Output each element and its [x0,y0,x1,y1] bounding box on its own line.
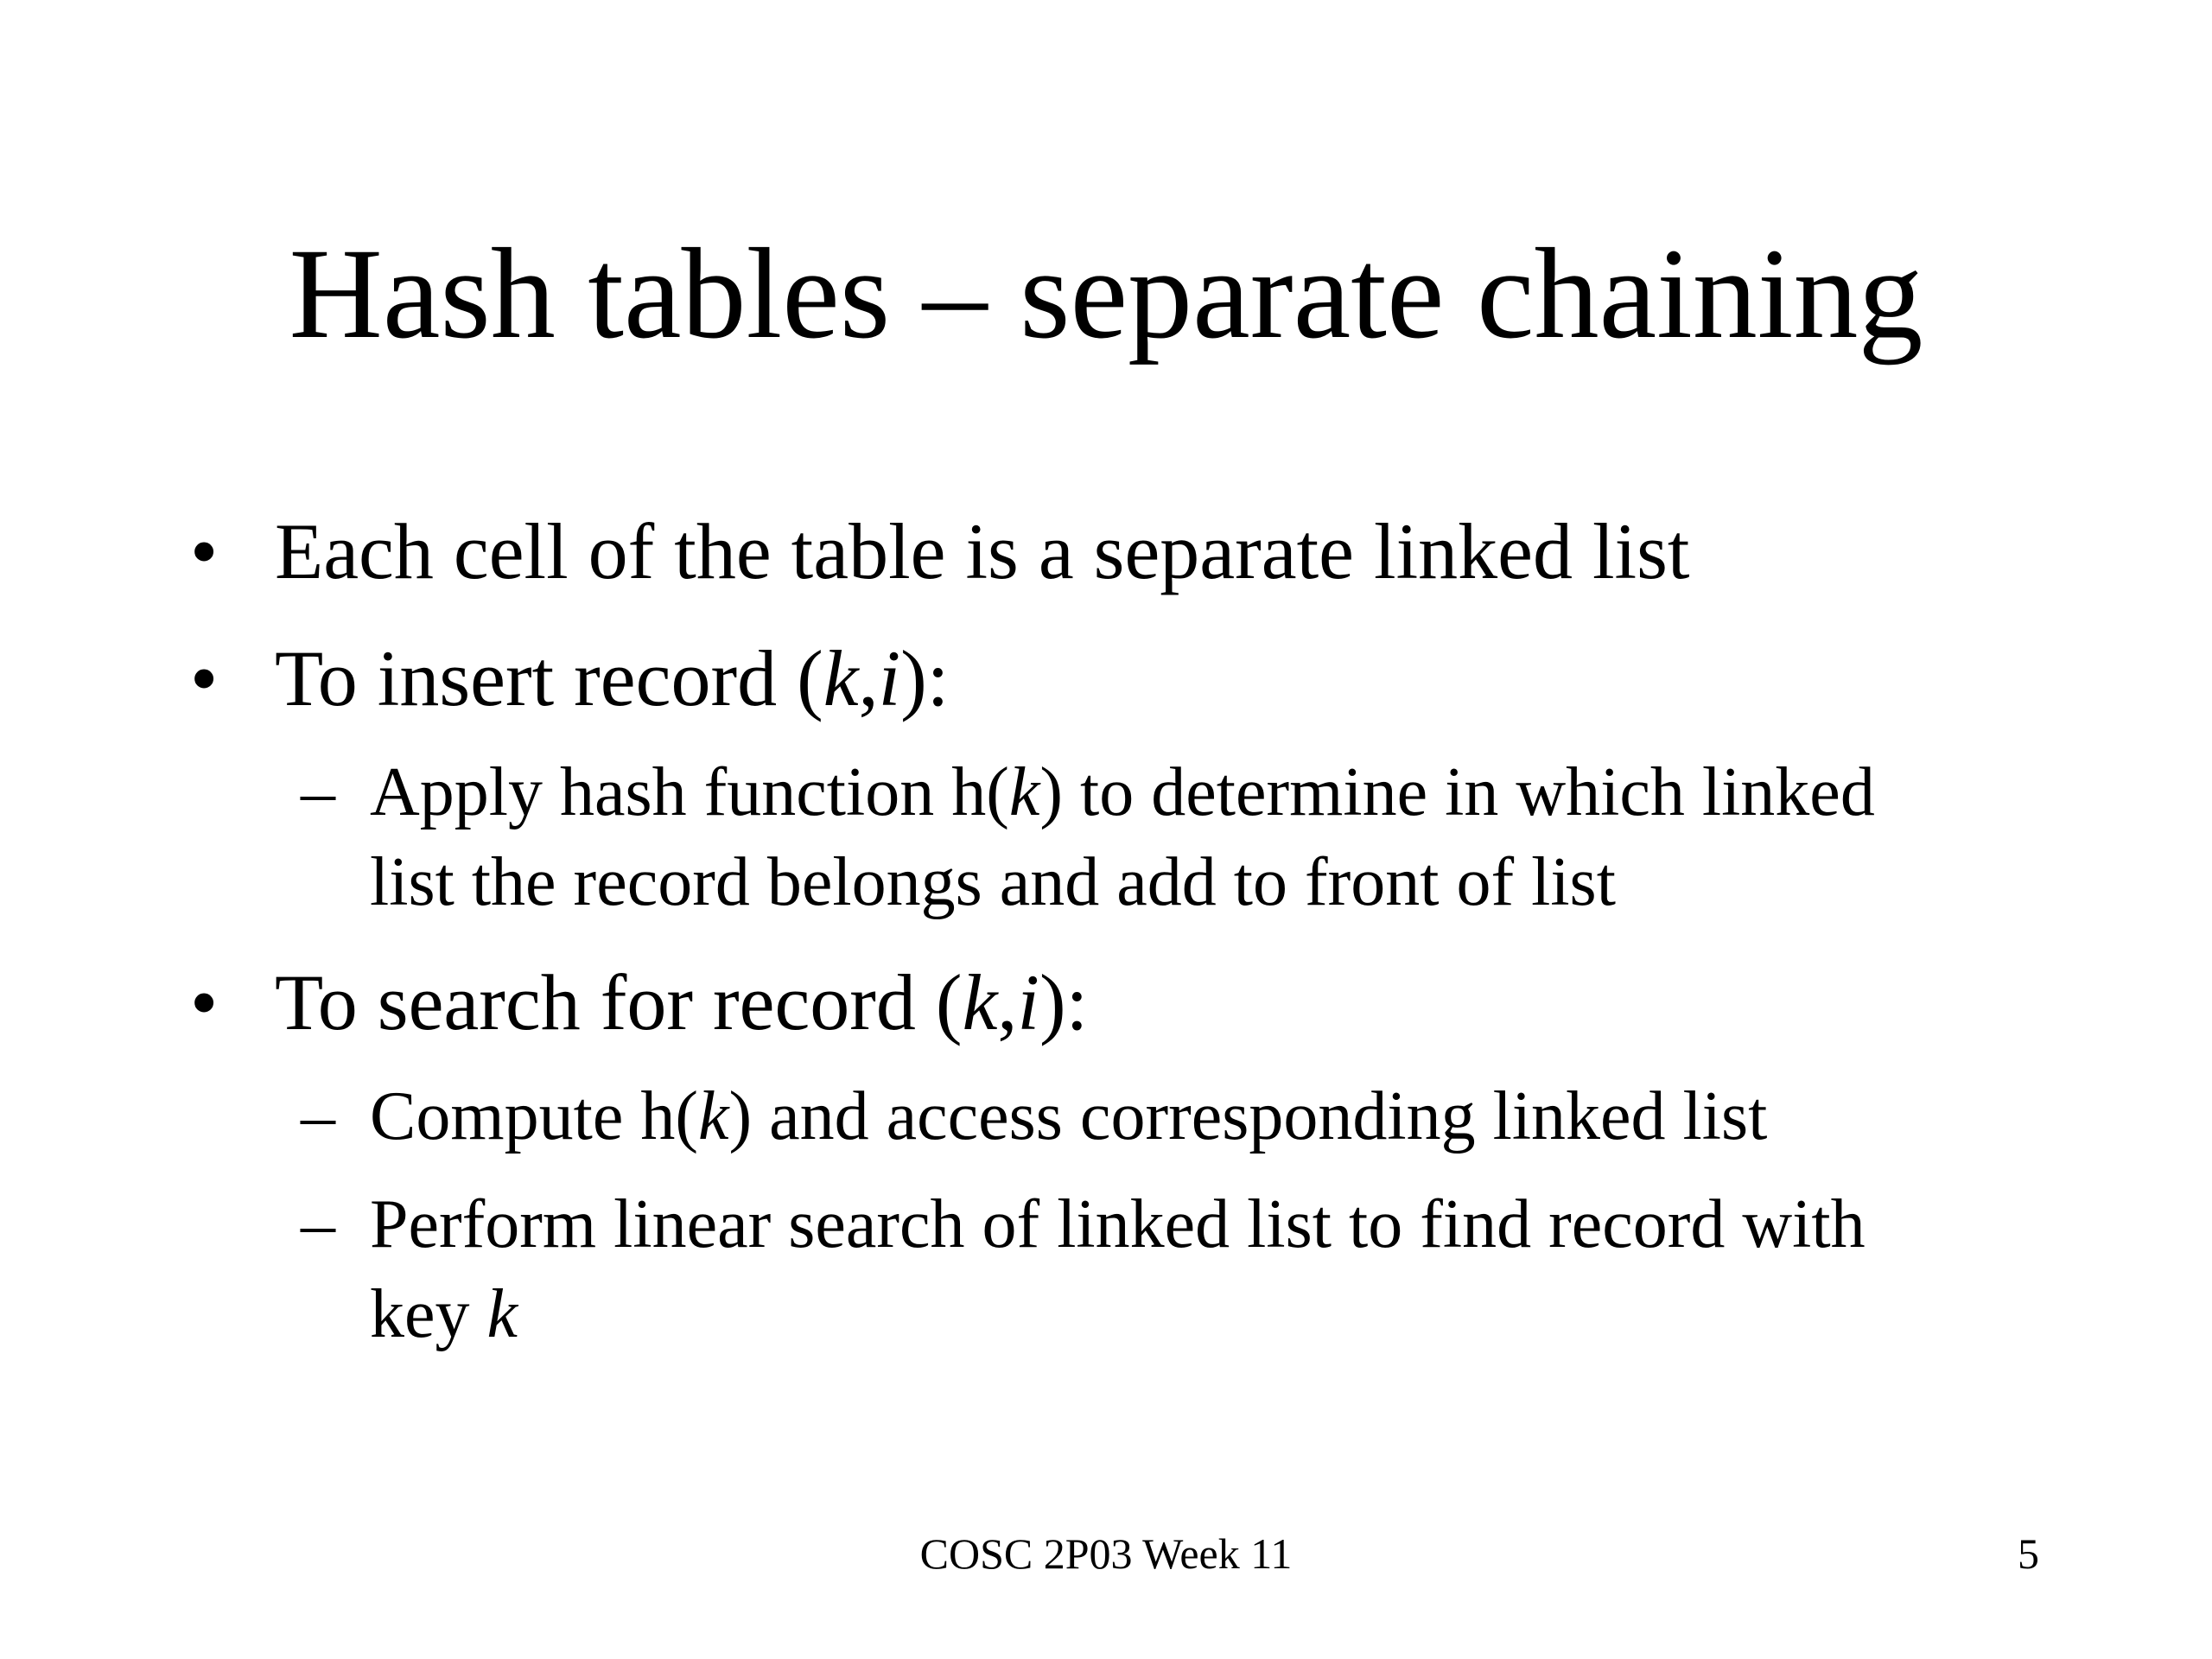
text-segment: To insert record ( [275,634,823,722]
var-k: k [486,1276,518,1352]
dash-marker: – [301,1186,335,1262]
var-k: k [1008,754,1040,830]
bullet-marker: • [190,958,219,1046]
bullet-marker: • [190,634,219,722]
text-segment: key [370,1276,487,1352]
bullet-text: Each cell of the table is a separate linked list [275,507,1690,595]
var-i: i [878,634,901,722]
var-k: k [823,634,859,722]
bullet-text [275,631,949,726]
dash-marker: – [301,1078,335,1154]
slide-title: Hash tables – separate chaining [289,222,1923,365]
text-segment: ): [1039,958,1089,1046]
subbullet-text: Perform linear search of linked list to find record with [370,1186,1866,1262]
text-segment: ) and access corresponding linked list [728,1078,1768,1154]
text-segment: ): [900,634,950,722]
page-number: 5 [2018,1529,2039,1578]
text-segment: , [997,958,1018,1046]
text-segment: Compute h( [370,1078,698,1154]
subbullet-text: list the record belongs and add to front of list [370,844,1616,920]
bullet-text [275,955,1088,1050]
bullet-marker: • [190,507,219,595]
dash-marker: – [301,754,335,830]
subbullet-text [370,1071,1767,1161]
var-k: k [962,958,998,1046]
text-segment: To search for record ( [275,958,963,1046]
text-segment: Apply hash function h( [370,754,1009,830]
subbullet-text [370,1269,518,1359]
subbullet-text [370,747,1875,837]
footer-course-label: COSC 2P03 Week 11 [919,1529,1293,1578]
text-segment: , [858,634,879,722]
var-k: k [697,1078,729,1154]
text-segment: ) to determine in which linked [1039,754,1875,830]
var-i: i [1017,958,1039,1046]
